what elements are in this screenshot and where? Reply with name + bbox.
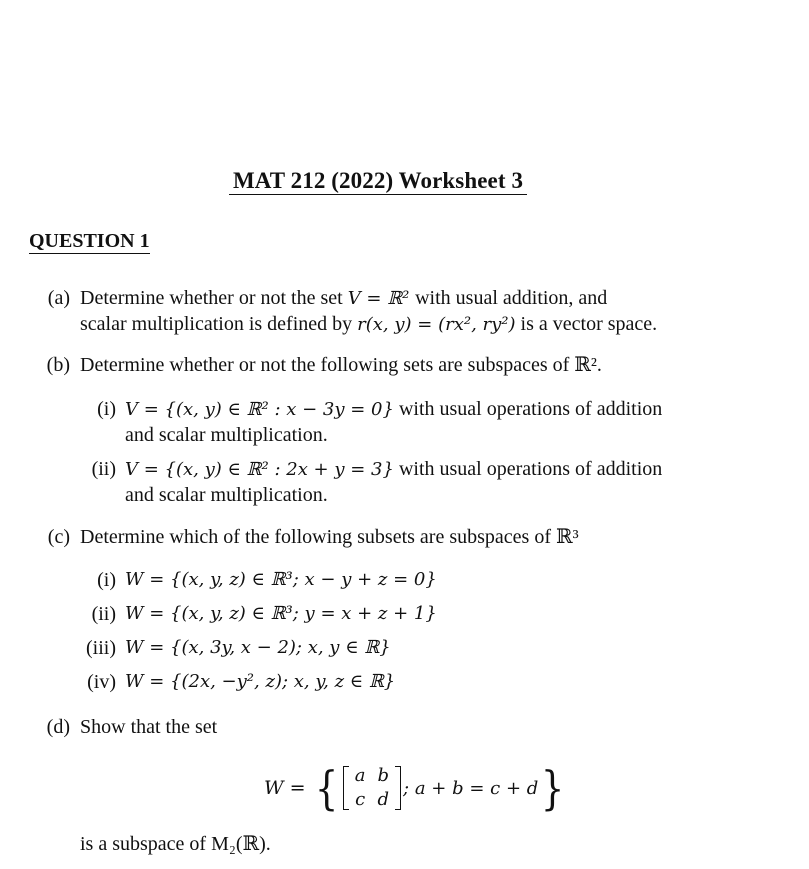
part-d-label: (d) (46, 716, 70, 738)
part-c-i-label: (i) (97, 569, 116, 591)
part-b (0, 352, 809, 382)
part-d-outro (0, 831, 809, 861)
part-a-line2-math: r(x, y) = (rx², ry²) (357, 314, 516, 335)
set-lhs: W = (264, 777, 306, 799)
part-c-label: (c) (47, 526, 70, 548)
part-c-ii (0, 601, 809, 629)
part-c-intro: Determine which of the following subsets are subspaces of ℝ³ (80, 526, 579, 548)
part-b-ii-math: V = {(x, y) ∈ ℝ² : 2x + y = 3} (125, 459, 394, 480)
part-c-iv (0, 669, 809, 697)
matrix (343, 764, 401, 812)
part-c-iii-label: (iii) (86, 637, 116, 659)
left-brace: { (314, 761, 338, 815)
part-a (0, 285, 809, 341)
matrix-entry: d (377, 789, 390, 810)
part-b-i-line1-post: with usual operations of addition (393, 398, 663, 420)
part-b-ii-line1-post: with usual operations of addition (393, 458, 663, 480)
part-c-i-math: W = {(x, y, z) ∈ ℝ³; x − y + z = 0} (125, 569, 437, 590)
part-b-ii-line1 (125, 456, 662, 483)
part-c-ii-label: (ii) (91, 603, 116, 625)
part-a-line2 (80, 311, 657, 338)
part-a-label: (a) (47, 287, 70, 309)
part-c-ii-math: W = {(x, y, z) ∈ ℝ³; y = x + z + 1} (125, 603, 437, 624)
part-b-ii-label: (ii) (91, 458, 116, 480)
matrix-grid (349, 764, 395, 812)
part-b-i-line2: and scalar multiplication. (125, 424, 328, 446)
part-b-i-math: V = {(x, y) ∈ ℝ² : x − 3y = 0} (125, 399, 394, 420)
matrix-entry: c (355, 789, 366, 810)
part-c-iii-math: W = {(x, 3y, x − 2); x, y ∈ ℝ} (125, 637, 391, 658)
part-c-iv-math: W = {(2x, −y², z); x, y, z ∈ ℝ} (125, 671, 396, 692)
question-heading: QUESTION 1 (29, 230, 150, 252)
part-a-line1 (80, 285, 607, 312)
right-brace: } (541, 761, 565, 815)
part-b-i (0, 396, 809, 450)
part-a-line1-pre: Determine whether or not the set (80, 287, 348, 309)
set-condition: ; a + b = c + d (403, 777, 539, 799)
part-d (0, 714, 809, 744)
part-a-line2-pre: scalar multiplication is defined by (80, 313, 358, 335)
part-a-line1-math: V = ℝ² (347, 288, 416, 309)
part-b-label: (b) (46, 354, 70, 376)
part-c-iii (0, 635, 809, 663)
set-definition (264, 760, 568, 816)
part-c-i (0, 567, 809, 595)
part-d-outro-text: is a subspace of M₂(ℝ). (80, 833, 271, 855)
part-d-intro: Show that the set (80, 716, 218, 738)
part-a-line1-post: with usual addition, and (415, 287, 608, 309)
worksheet-title-text: MAT 212 (2022) Worksheet 3 (229, 168, 527, 195)
part-a-line2-post: is a vector space. (515, 313, 658, 335)
part-c-iv-label: (iv) (87, 671, 116, 693)
part-b-intro: Determine whether or not the following sets are subspaces of ℝ². (80, 354, 602, 376)
part-b-ii (0, 456, 809, 510)
worksheet-title (0, 168, 756, 194)
matrix-entry: b (377, 765, 390, 786)
part-c (0, 524, 809, 554)
part-b-i-label: (i) (97, 398, 116, 420)
part-b-i-line1 (125, 396, 662, 423)
matrix-entry: a (354, 765, 366, 786)
part-b-ii-line2: and scalar multiplication. (125, 484, 328, 506)
